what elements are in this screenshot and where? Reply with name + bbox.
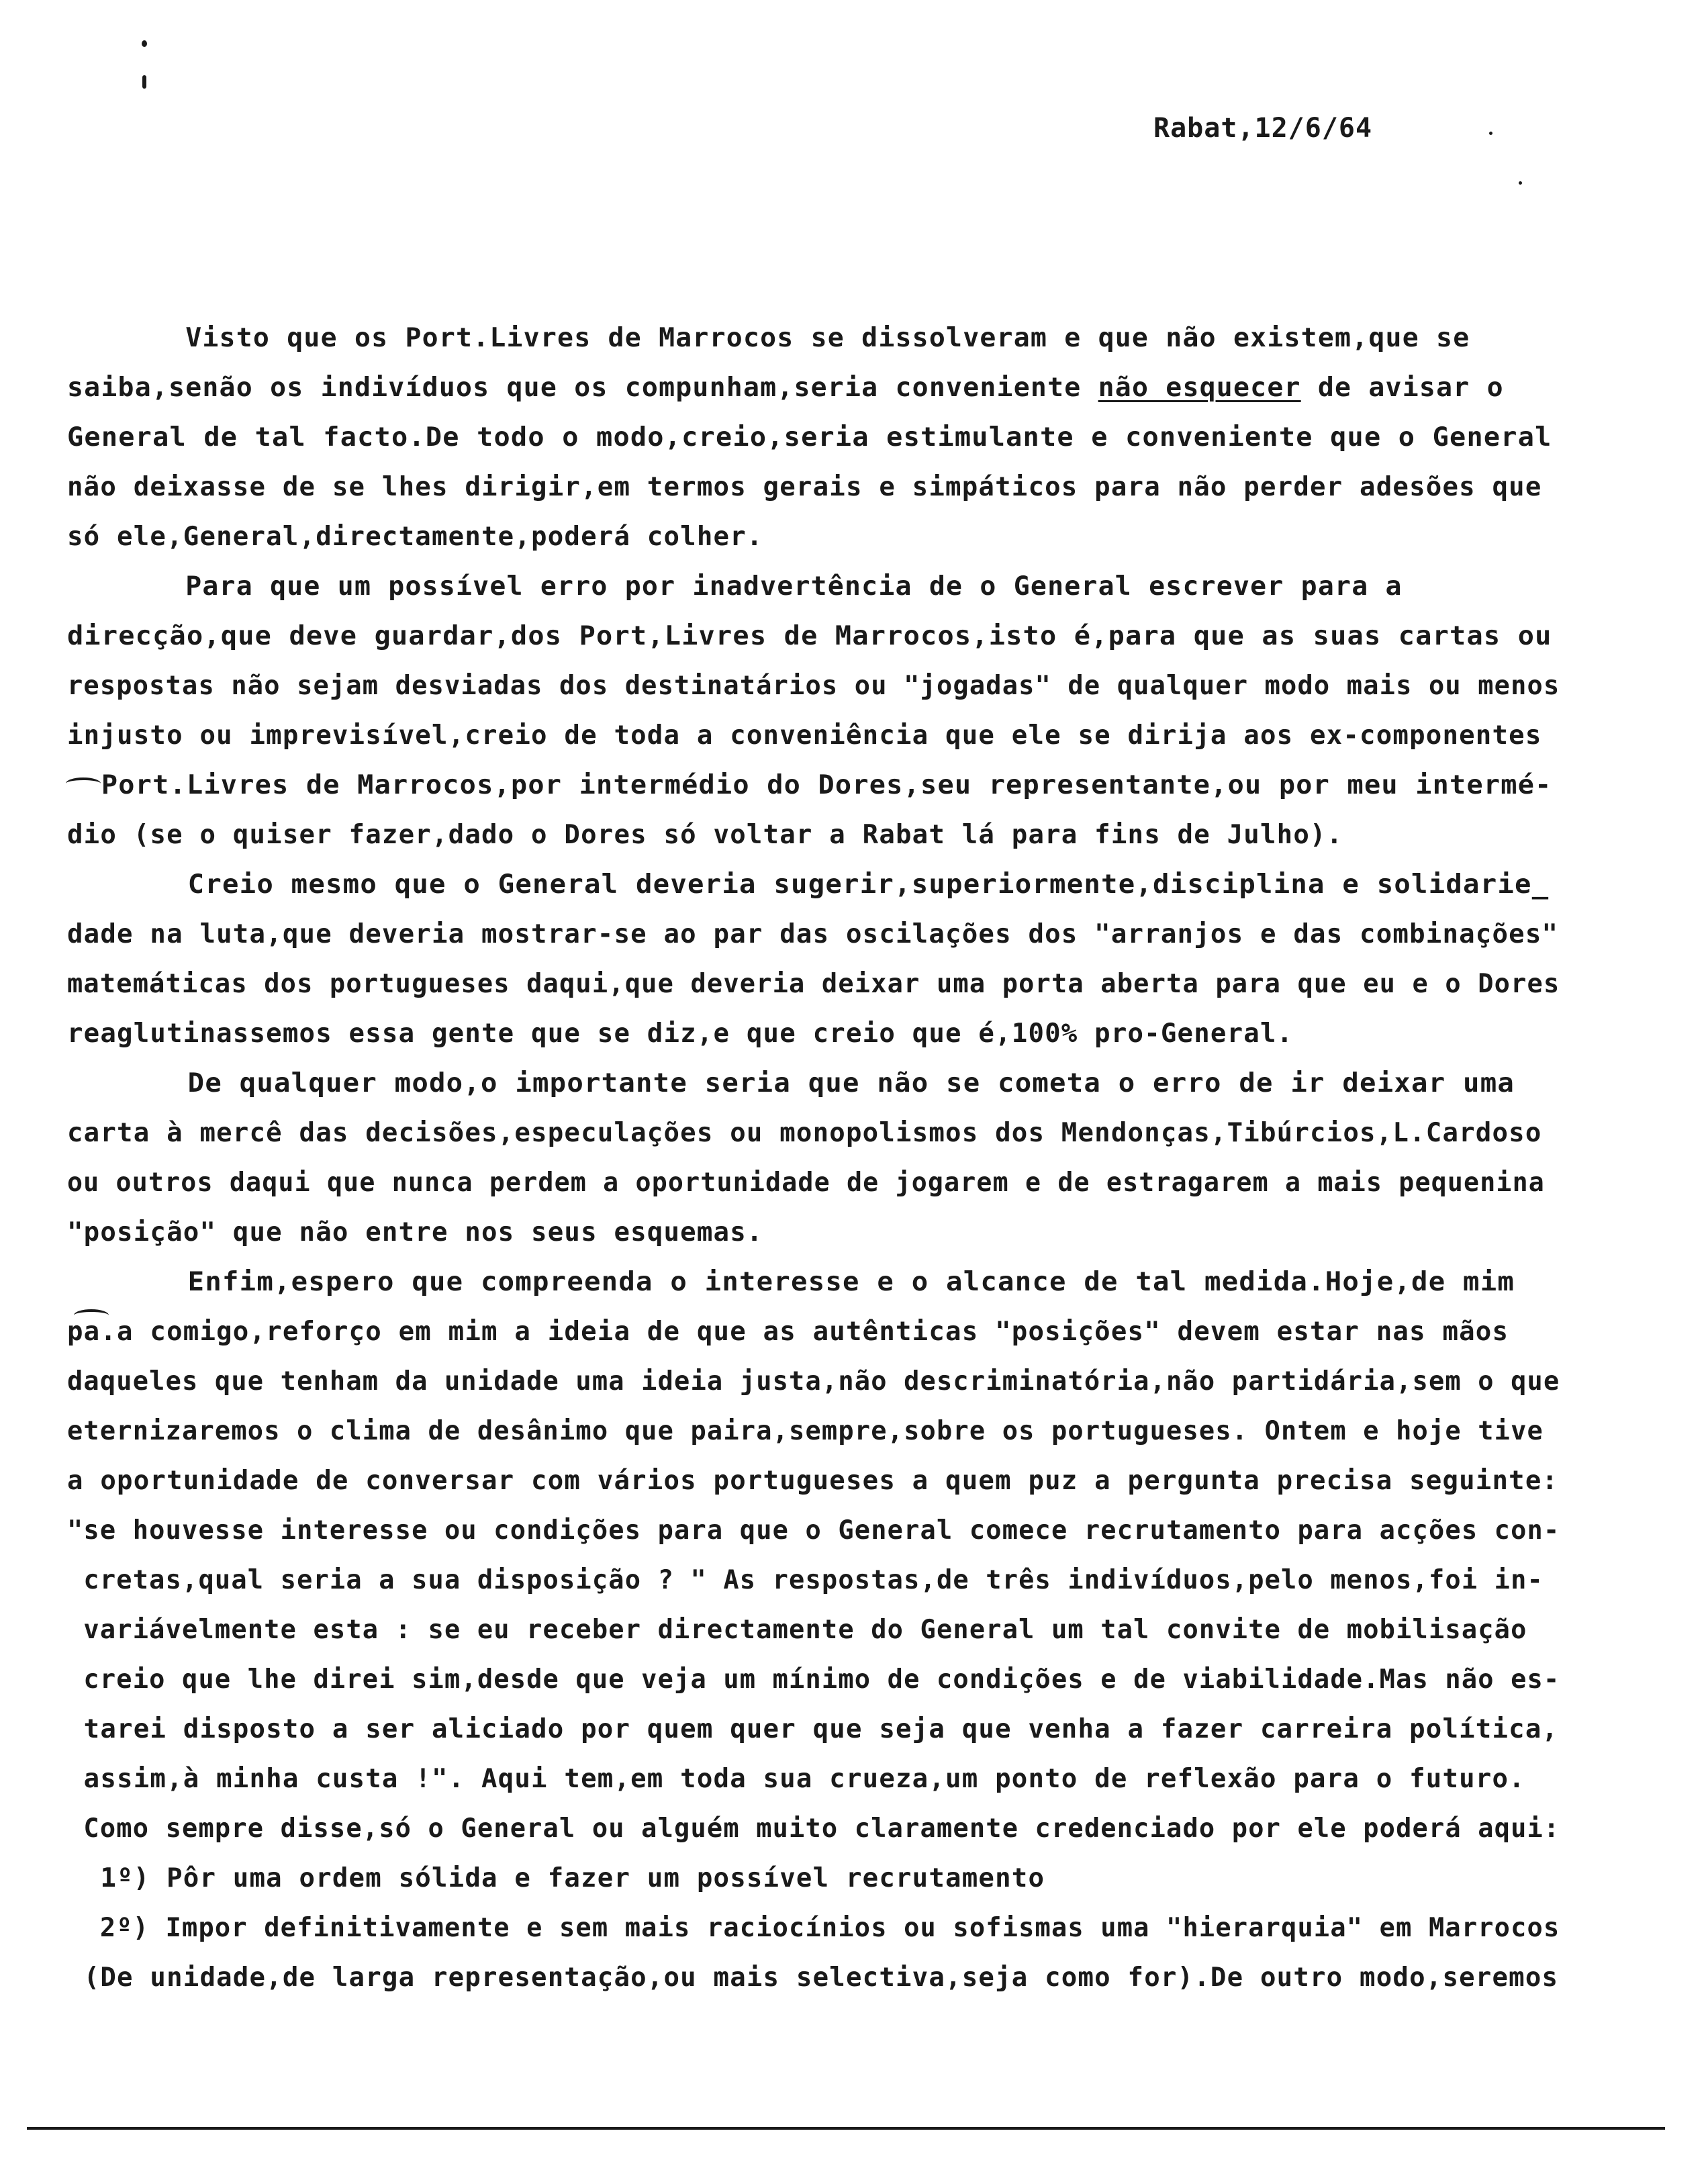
text-line: tarei disposto a ser aliciado por quem quer que seja que venha a fazer carreira política,: [67, 1714, 1559, 1744]
ink-mark: [1519, 181, 1522, 185]
ink-mark: [142, 75, 146, 89]
ink-mark: [1489, 132, 1492, 135]
text-line: creio que lhe direi sim,desde que veja um mínimo de condições e de viabilidade.Mas não es-: [67, 1664, 1560, 1695]
ink-mark: [142, 40, 147, 47]
text-line: respostas não sejam desviadas dos destinatários ou "jogadas" de qualquer modo mais ou menos: [67, 671, 1560, 701]
text-line: "posição" que não entre nos seus esquemas.: [67, 1217, 763, 1247]
text-line: cretas,qual seria a sua disposição ? " As respostas,de três indivíduos,pelo menos,foi in-: [67, 1565, 1544, 1595]
text-line: Como sempre disse,só o General ou alguém muito claramente credenciado por ele poderá aqui:: [67, 1813, 1560, 1844]
text-line: "se houvesse interesse ou condições para que o General comece recrutamento para acções con-: [67, 1515, 1560, 1546]
text-line: daqueles que tenham da unidade uma ideia justa,não descriminatória,não partidária,sem o que: [67, 1366, 1560, 1397]
margin-mark: [66, 777, 101, 790]
text-line: 2º) Impor definitivamente e sem mais raciocínios ou sofismas uma "hierarquia" em Marrocos: [67, 1913, 1560, 1943]
text-line: Creio mesmo que o General deveria sugerir,superiormente,disciplina e solidarie_: [67, 869, 1550, 900]
text-line: matemáticas dos portugueses daqui,que deveria deixar uma porta aberta para que eu e o Dores: [67, 969, 1560, 999]
text-line: pa.a comigo,reforço em mim a ideia de que as autênticas "posições" devem estar nas mãos: [67, 1317, 1509, 1347]
text-line: não deixasse de se lhes dirigir,em termos gerais e simpáticos para não perder adesões que: [67, 472, 1542, 502]
text-line: ou outros daqui que nunca perdem a oportunidade de jogarem e de estragarem a mais pequenina: [67, 1168, 1545, 1198]
text-line: saiba,senão os indivíduos que os compunham,seria conveniente não esquecer de avisar o: [67, 373, 1504, 403]
text-line: a oportunidade de conversar com vários portugueses a quem puz a pergunta precisa seguinte:: [67, 1466, 1559, 1496]
text-line: General de tal facto.De todo o modo,creio,seria estimulante e conveniente que o General: [67, 422, 1552, 453]
bottom-rule: [27, 2127, 1665, 2130]
margin-mark: [74, 1309, 109, 1321]
text-line: eternizaremos o clima de desânimo que paira,sempre,sobre os portugueses. Ontem e hoje tive: [67, 1416, 1544, 1446]
text-line: dade na luta,que deveria mostrar-se ao par das oscilações dos "arranjos e das combinações": [67, 919, 1559, 949]
text-line: De qualquer modo,o importante seria que não se cometa o erro de ir deixar uma: [67, 1068, 1515, 1098]
text-line: direcção,que deve guardar,dos Port,Livres de Marrocos,isto é,para que as suas cartas ou: [67, 621, 1552, 651]
text-line: variávelmente esta : se eu receber directamente do General um tal convite de mobilisação: [67, 1615, 1527, 1645]
text-line: Para que um possível erro por inadvertência de o General escrever para a: [67, 571, 1403, 602]
text-line: carta à mercê das decisões,especulações ou monopolismos dos Mendonças,Tibúrcios,L.Cardoso: [67, 1118, 1542, 1148]
text-line: Port.Livres de Marrocos,por intermédio do Dores,seu representante,ou por meu intermé-: [67, 770, 1552, 800]
letter-date: Rabat,12/6/64: [1153, 113, 1373, 144]
text-line: assim,à minha custa !". Aqui tem,em toda sua crueza,um ponto de reflexão para o futuro.: [67, 1764, 1525, 1794]
text-line: Visto que os Port.Livres de Marrocos se dissolveram e que não existem,que se: [67, 323, 1470, 353]
underlined-phrase: não esquecer: [1098, 373, 1301, 403]
text-line: dio (se o quiser fazer,dado o Dores só voltar a Rabat lá para fins de Julho).: [67, 820, 1343, 850]
text-line: 1º) Pôr uma ordem sólida e fazer um possível recrutamento: [67, 1863, 1045, 1893]
text-line: injusto ou imprevisível,creio de toda a conveniência que ele se dirija aos ex-componentes: [67, 720, 1542, 751]
text-line: só ele,General,directamente,poderá colher.: [67, 522, 763, 552]
text-line: (De unidade,de larga representação,ou mais selectiva,seja como for).De outro modo,seremos: [67, 1963, 1559, 1993]
text-line: reaglutinassemos essa gente que se diz,e que creio que é,100% pro-General.: [67, 1019, 1294, 1049]
text-line: Enfim,espero que compreenda o interesse e o alcance de tal medida.Hoje,de mim: [67, 1267, 1515, 1297]
